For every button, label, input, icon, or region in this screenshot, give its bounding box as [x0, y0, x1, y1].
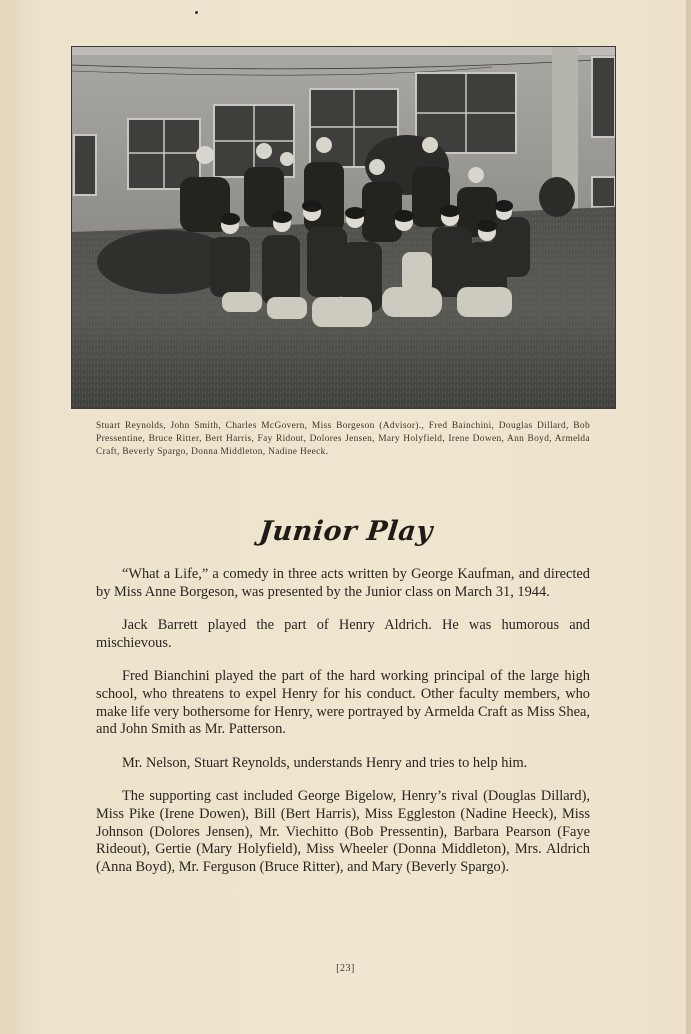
group-photo — [71, 46, 616, 409]
page-title: Junior Play — [257, 516, 435, 547]
ink-speck — [195, 11, 198, 14]
page-edge — [686, 0, 691, 1034]
paragraph-henry: Jack Barrett played the part of Henry Aldrich. He was humorous and mischievous. — [96, 617, 590, 651]
paragraph-principal: Fred Bianchini played the part of the hard working principal of the large high school, who threatens to expel Henry for his conduct. Other faculty members, who make life very bothersome for Henry, were portrayed by Armelda Craft as Miss Shea, and John Smith as Mr. Patterson. — [96, 668, 590, 738]
photo-caption: Stuart Reynolds, John Smith, Charles McGovern, Miss Borgeson (Advisor)., Fred Bainchini, Douglas Dillard, Bob Pressentine, Bruce Ritter, Bert Harris, Fay Ridout, Dolores Jensen, Mary Holyfield, Irene Dowen, Ann Boyd, Armelda Craft, Beverly Spargo, Donna Middleton, Nadine Heeck. — [96, 421, 590, 458]
paragraph-intro: “What a Life,” a comedy in three acts written by George Kaufman, and directed by Miss Anne Borgeson, was presented by the Junior class on March 31, 1944. — [96, 566, 590, 600]
paragraph-supporting-cast: The supporting cast included George Bigelow, Henry’s rival (Douglas Dillard), Miss Pike (Irene Dowen), Bill (Bert Harris), Miss Eggleston (Nadine Heeck), Miss Johnson (Dolores Jensen), Mr. Viechitto (Bob Pressentin), Barbara Pearson (Faye Rideout), Gertie (Mary Holyfield), Miss Wheeler (Donna Middleton), Mrs. Aldrich (Anna Boyd), Mr. Ferguson (Bruce Ritter), and Mary (Beverly Spargo). — [96, 788, 590, 875]
article-body — [96, 566, 590, 892]
paragraph-nelson: Mr. Nelson, Stuart Reynolds, understands Henry and tries to help him. — [122, 754, 528, 771]
page-number: [23] — [336, 963, 355, 974]
group-photo-icon — [72, 47, 615, 408]
